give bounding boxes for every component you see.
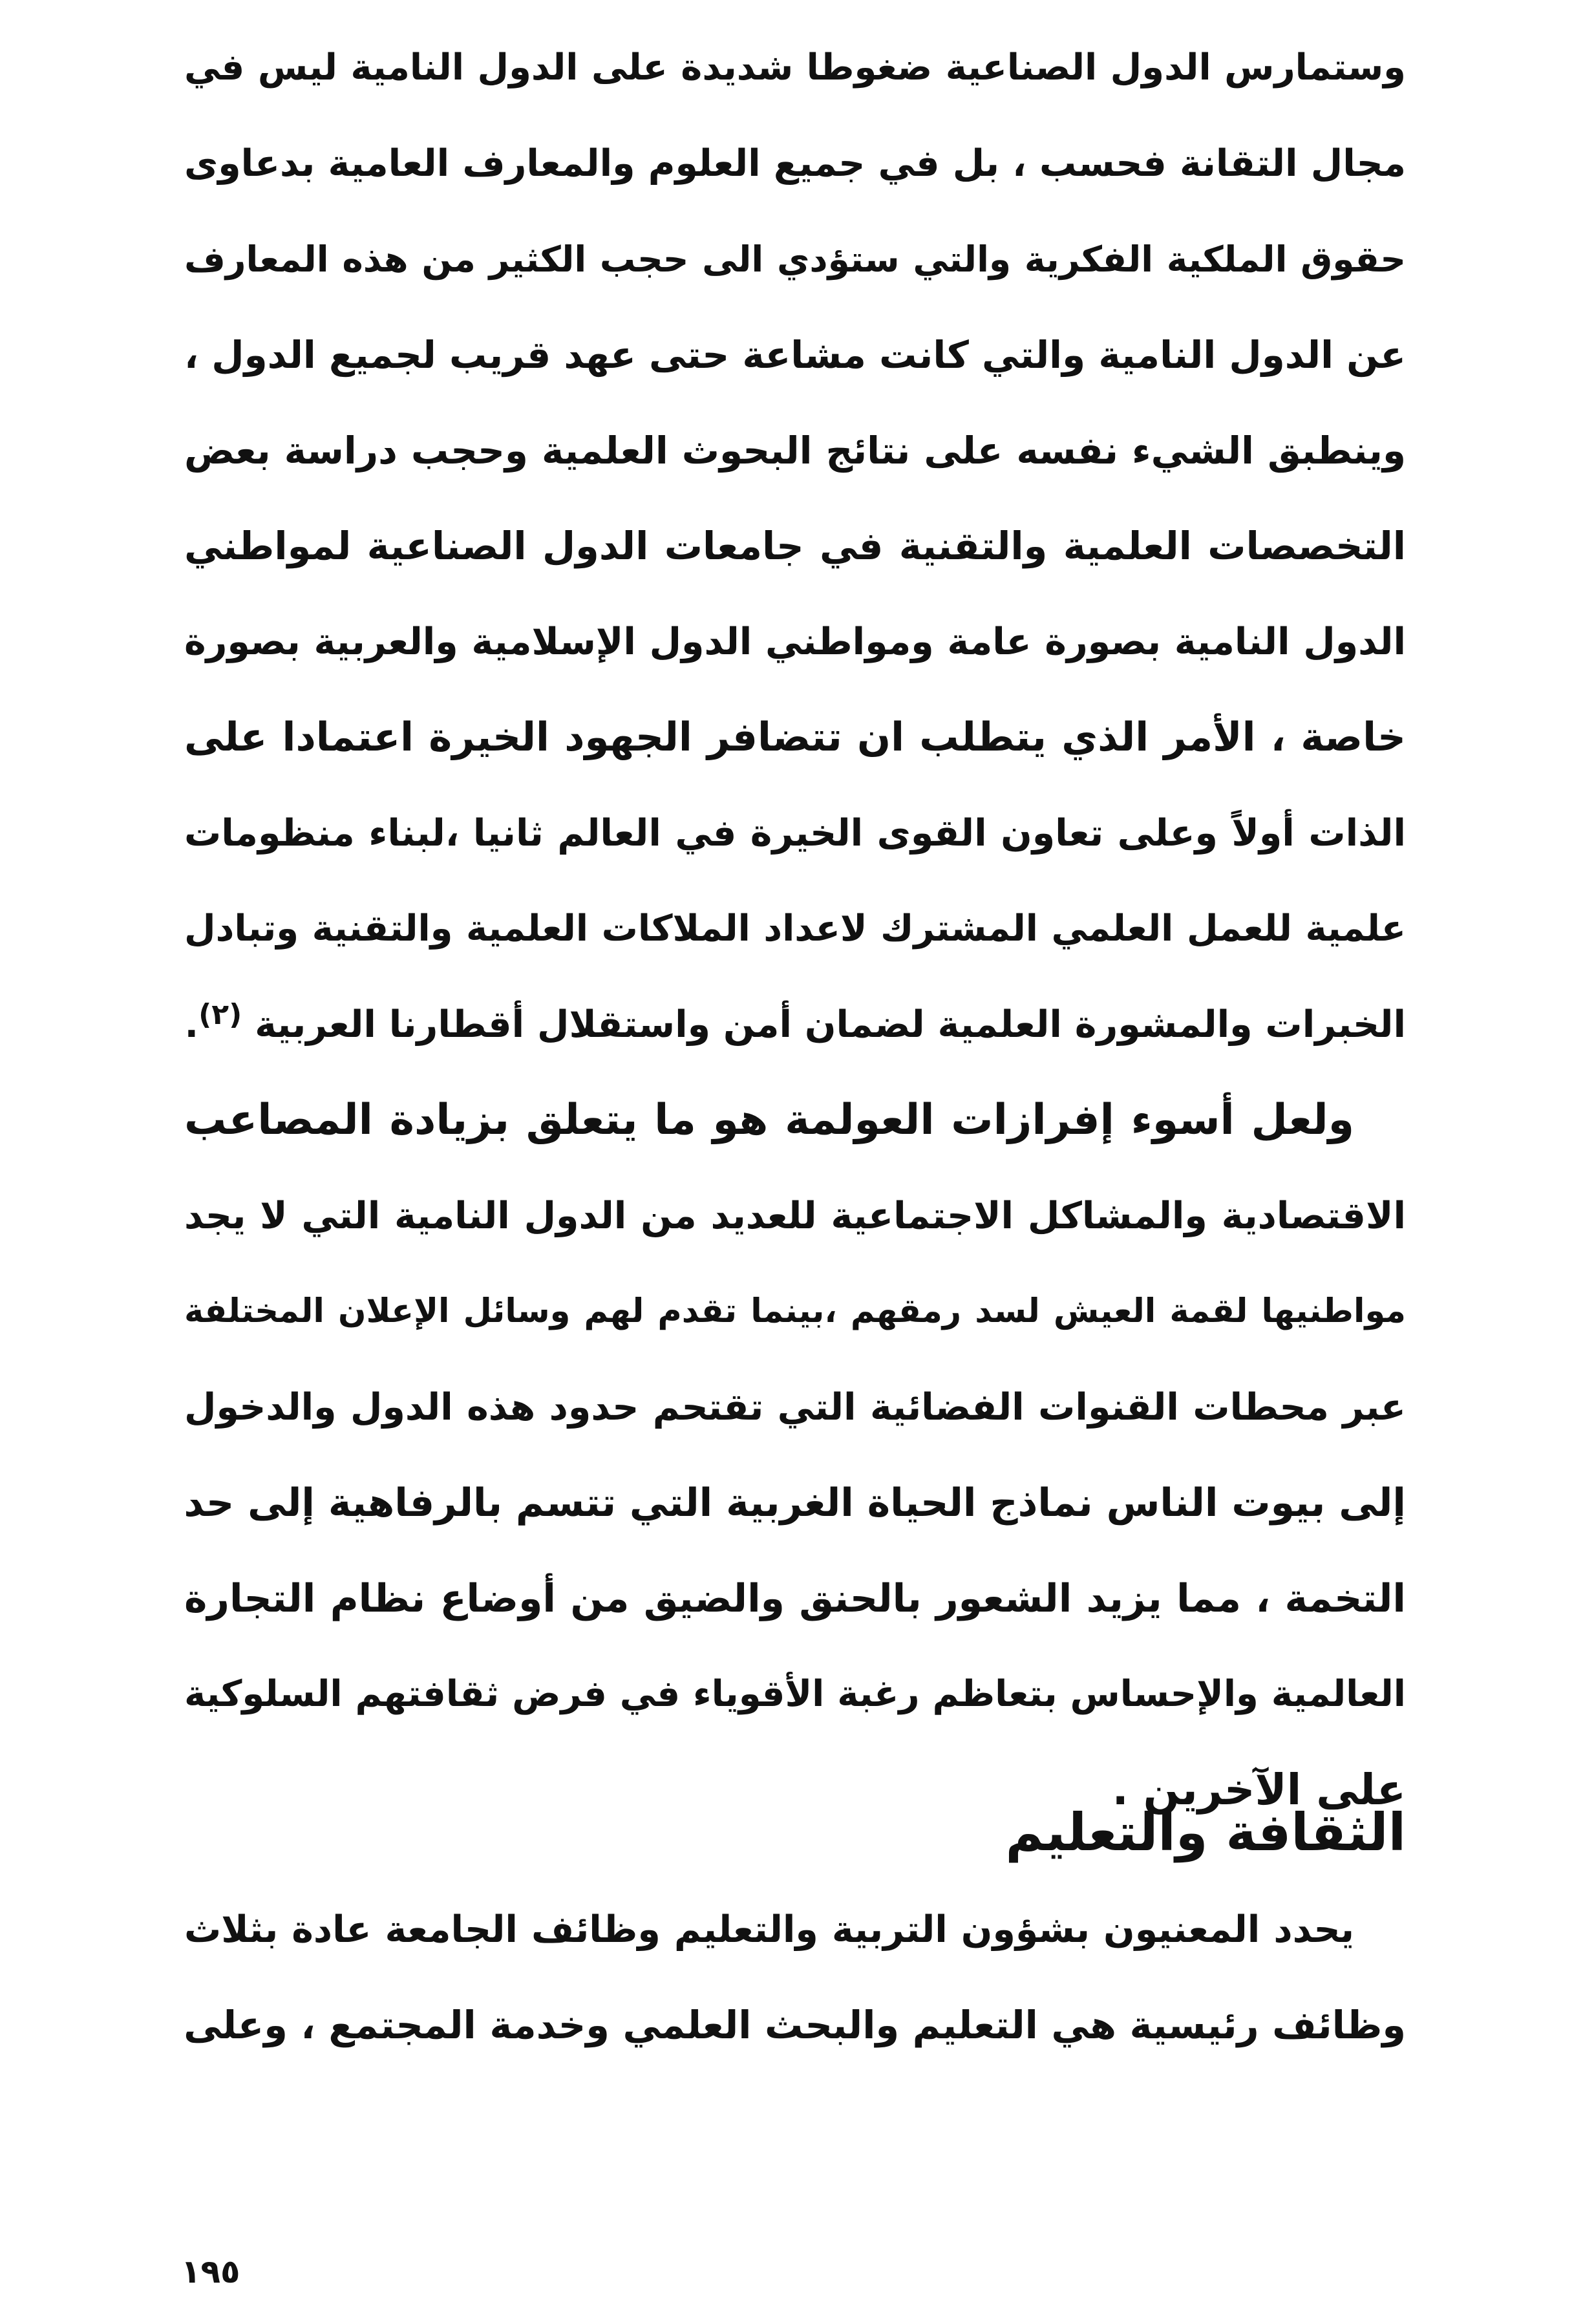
page-number: ١٩٥: [181, 2253, 240, 2290]
end-punctuation: .: [184, 1003, 199, 1046]
section-heading: الثقافة والتعليم: [1005, 1802, 1406, 1862]
paragraph-line: مواطنيها لقمة العيش لسد رمقهم ،بينما تقدم لهم وسائل الإعلان المختلفة: [184, 1292, 1406, 1330]
paragraph-line: مجال التقانة فحسب ، بل في جميع العلوم والمعارف العامية بدعاوى: [184, 142, 1406, 185]
paragraph-line-text: الخبرات والمشورة العلمية لضمان أمن واستقلال أقطارنا العربية: [255, 1003, 1406, 1046]
paragraph-first-line: يحدد المعنيون بشؤون التربية والتعليم وظائف الجامعة عادة بثلاث: [184, 1908, 1354, 1951]
paragraph-line: التخمة ، مما يزيد الشعور بالحنق والضيق من أوضاع نظام التجارة: [184, 1576, 1406, 1621]
paragraph-line: الذات أولاً وعلى تعاون القوى الخيرة في العالم ثانيا ،لبناء منظومات: [184, 812, 1406, 855]
paragraph-line: عبر محطات القنوات الفضائية التي تقتحم حدود هذه الدول والدخول: [184, 1386, 1406, 1429]
paragraph-line: إلى بيوت الناس نماذج الحياة الغربية التي تتسم بالرفاهية إلى حد: [184, 1480, 1406, 1526]
paragraph-line: علمية للعمل العلمي المشترك لاعداد الملاكات العلمية والتقنية وتبادل: [184, 908, 1406, 950]
paragraph-line: وينطبق الشيء نفسه على نتائج البحوث العلمية وحجب دراسة بعض: [184, 429, 1406, 473]
paragraph-last-line: على الآخرين .: [1112, 1765, 1406, 1815]
paragraph-line: العالمية والإحساس بتعاظم رغبة الأقوياء في فرض ثقافتهم السلوكية: [184, 1673, 1406, 1715]
paragraph-line: وظائف رئيسية هي التعليم والبحث العلمي وخدمة المجتمع ، وعلى: [184, 2003, 1406, 2047]
footnote-reference[interactable]: (٢): [198, 998, 242, 1031]
paragraph-line: الاقتصادية والمشاكل الاجتماعية للعديد من الدول النامية التي لا يجد: [184, 1195, 1406, 1237]
paragraph-line: حقوق الملكية الفكرية والتي ستؤدي الى حجب الكثير من هذه المعارف: [184, 239, 1406, 280]
paragraph-line: التخصصات العلمية والتقنية في جامعات الدول الصناعية لمواطني: [184, 524, 1406, 568]
paragraph-line: الدول النامية بصورة عامة ومواطني الدول الإسلامية والعربية بصورة: [184, 621, 1406, 663]
paragraph-line: وستمارس الدول الصناعية ضغوطا شديدة على الدول النامية ليس في: [184, 47, 1406, 89]
paragraph-line: عن الدول النامية والتي كانت مشاعة حتى عهد قريب لجميع الدول ،: [184, 333, 1406, 377]
paragraph-last-line: [184, 976, 1406, 1073]
paragraph-line: خاصة ، الأمر الذي يتطلب ان تتضافر الجهود الخيرة اعتمادا على: [184, 714, 1406, 760]
paragraph-first-line: ولعل أسوء إفرازات العولمة هو ما يتعلق بزيادة المصاعب: [184, 1096, 1354, 1144]
